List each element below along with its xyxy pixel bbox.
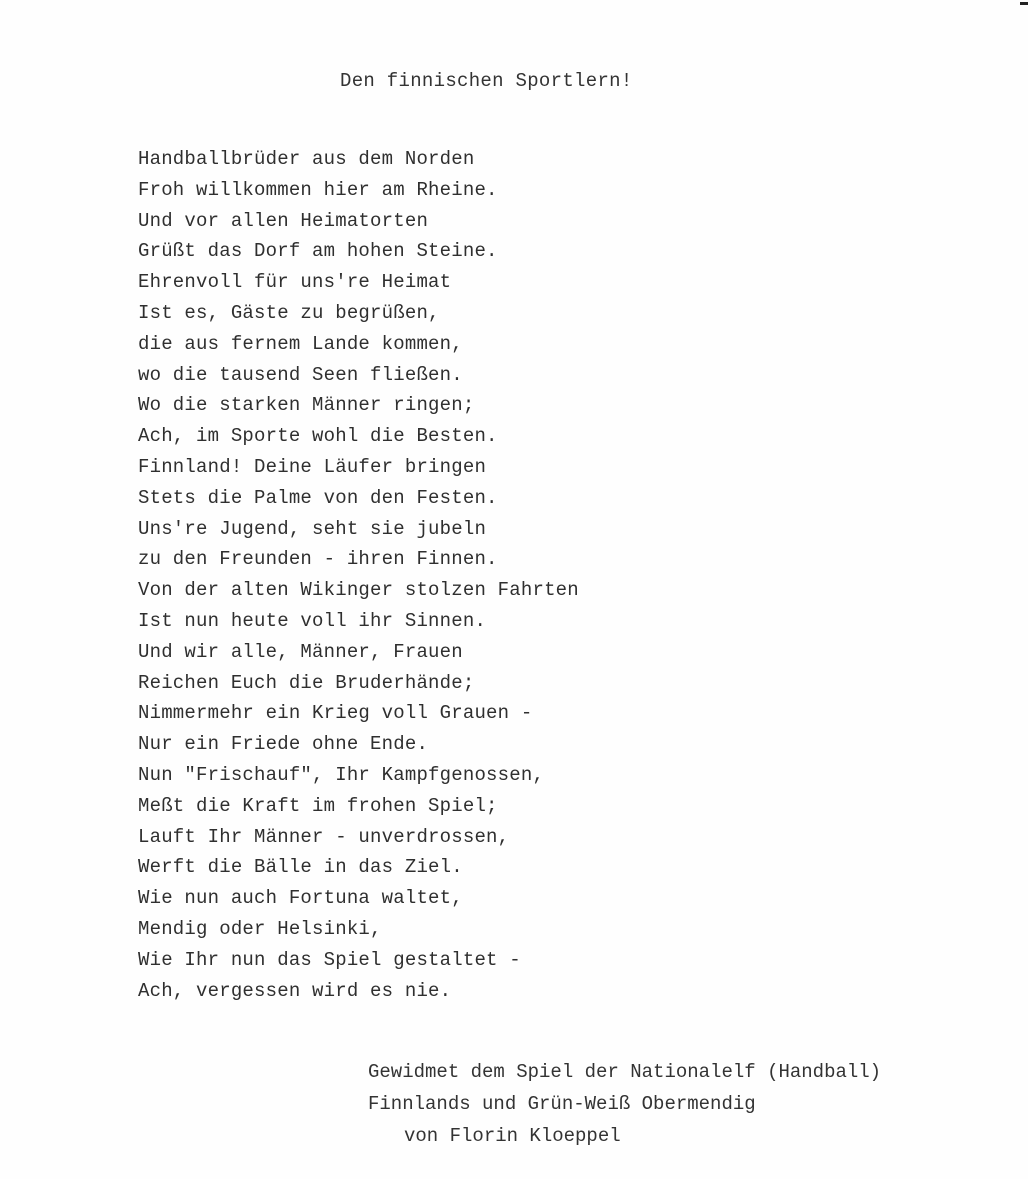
poem-line: Lauft Ihr Männer - unverdrossen, xyxy=(138,825,510,848)
poem-line: Ach, vergessen wird es nie. xyxy=(138,979,452,1002)
poem-line: Uns're Jugend, seht sie jubeln xyxy=(138,517,487,540)
poem-line: Reichen Euch die Bruderhände; xyxy=(138,671,475,694)
poem-title: Den finnischen Sportlern! xyxy=(340,70,633,92)
author-line: von Florin Kloeppel xyxy=(404,1125,621,1147)
poem-line: die aus fernem Lande kommen, xyxy=(138,332,463,355)
poem-line: Grüßt das Dorf am hohen Steine. xyxy=(138,240,498,263)
poem-line: Wie Ihr nun das Spiel gestaltet - xyxy=(138,948,521,971)
poem-line: Mendig oder Helsinki, xyxy=(138,917,382,940)
poem-line: Meßt die Kraft im frohen Spiel; xyxy=(138,794,498,817)
poem-line: Und wir alle, Männer, Frauen xyxy=(138,640,463,663)
poem-line: zu den Freunden - ihren Finnen. xyxy=(138,548,498,571)
poem-line: Werft die Bälle in das Ziel. xyxy=(138,856,463,879)
poem-line: Ist es, Gäste zu begrüßen, xyxy=(138,301,440,324)
poem-line: Nimmermehr ein Krieg voll Grauen - xyxy=(138,702,533,725)
corner-mark xyxy=(1020,2,1028,5)
poem-body xyxy=(138,144,579,1006)
poem-line: Finnland! Deine Läufer bringen xyxy=(138,455,487,478)
poem-line: Handballbrüder aus dem Norden xyxy=(138,148,475,170)
poem-line: Froh willkommen hier am Rheine. xyxy=(138,178,498,201)
poem-line: Stets die Palme von den Festen. xyxy=(138,486,498,509)
poem-line: Wo die starken Männer ringen; xyxy=(138,394,475,417)
poem-line: Ach, im Sporte wohl die Besten. xyxy=(138,425,498,448)
poem-line: Ehrenvoll für uns're Heimat xyxy=(138,271,452,294)
poem-line: Ist nun heute voll ihr Sinnen. xyxy=(138,609,487,632)
dedication-line: Finnlands und Grün-Weiß Obermendig xyxy=(368,1093,756,1115)
dedication xyxy=(368,1056,881,1152)
poem-line: Von der alten Wikinger stolzen Fahrten xyxy=(138,579,579,602)
poem-line: Wie nun auch Fortuna waltet, xyxy=(138,887,463,910)
poem-line: Und vor allen Heimatorten xyxy=(138,209,429,232)
poem-line: Nur ein Friede ohne Ende. xyxy=(138,733,429,756)
poem-line: Nun "Frischauf", Ihr Kampfgenossen, xyxy=(138,763,545,786)
dedication-line: Gewidmet dem Spiel der Nationalelf (Handball) xyxy=(368,1061,882,1083)
poem-line: wo die tausend Seen fließen. xyxy=(138,363,463,386)
